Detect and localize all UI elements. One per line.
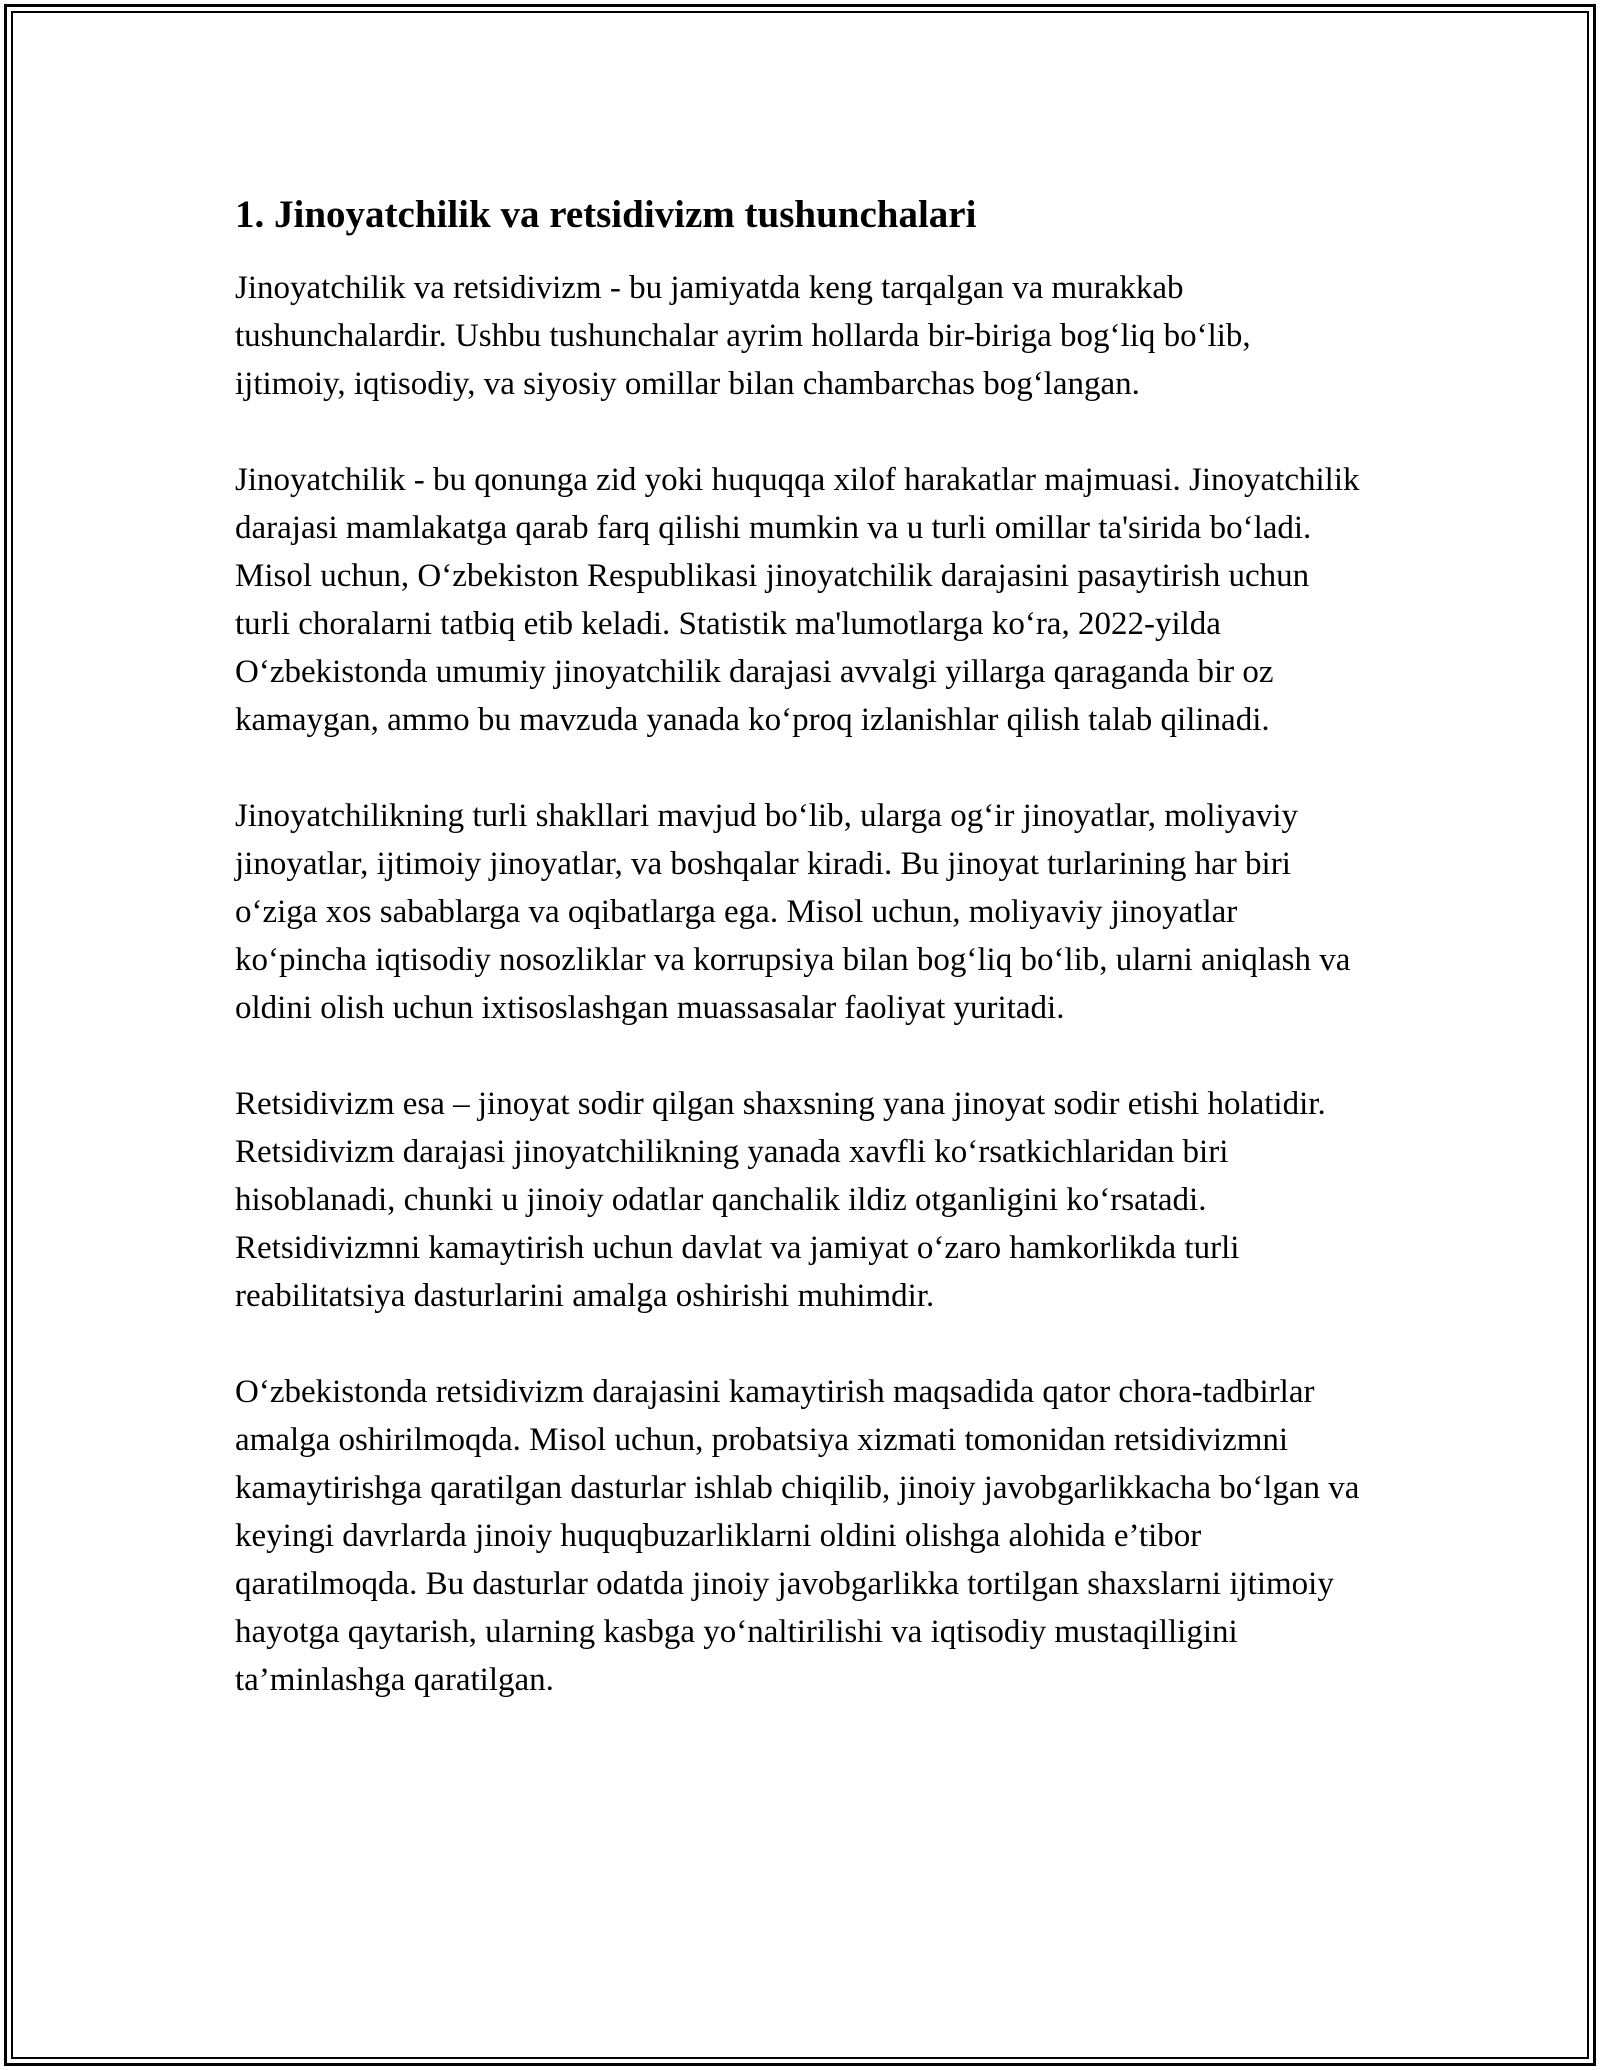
paragraph-4: Retsidivizm esa – jinoyat sodir qilgan shaxsning yana jinoyat sodir etishi holatidir. Retsidivizm darajasi jinoyatchilikning yanada xavfli ko‘rsatkichlaridan biri hisoblanadi, chunki u jinoiy odatlar qanchalik ildiz otganligini ko‘rsatadi. Retsidivizmni kamaytirish uchun davlat va jamiyat o‘zaro hamkorlikda turli reabilitatsiya dasturlarini amalga oshirishi muhimdir. [235, 1086, 1326, 1314]
document-body [235, 188, 1365, 1752]
paragraph-2: Jinoyatchilik - bu qonunga zid yoki huquqqa xilof harakatlar majmuasi. Jinoyatchilik darajasi mamlakatga qarab farq qilishi mumkin va u turli omillar ta'sirida bo‘ladi. Misol uchun, O‘zbekiston Respublikasi jinoyatchilik darajasini pasaytirish uchun turli choralarni tatbiq etib keladi. Statistik ma'lumotlarga ko‘ra, 2022-yilda O‘zbekistonda umumiy jinoyatchilik darajasi avvalgi yillarga qaraganda bir oz kamaygan, ammo bu mavzuda yanada ko‘proq izlanishlar qilish talab qilinadi. [235, 462, 1360, 738]
paragraph-3: Jinoyatchilikning turli shakllari mavjud bo‘lib, ularga og‘ir jinoyatlar, moliyaviy jinoyatlar, ijtimoiy jinoyatlar, va boshqalar kiradi. Bu jinoyat turlarining har biri o‘ziga xos sabablarga va oqibatlarga ega. Misol uchun, moliyaviy jinoyatlar ko‘pincha iqtisodiy nosozliklar va korrupsiya bilan bog‘liq bo‘lib, ularni aniqlash va oldini olish uchun ixtisoslashgan muassasalar faoliyat yuritadi. [235, 798, 1351, 1026]
paragraph-5: O‘zbekistonda retsidivizm darajasini kamaytirish maqsadida qator chora-tadbirlar amalga oshirilmoqda. Misol uchun, probatsiya xizmati tomonidan retsidivizmni kamaytirishga qaratilgan dasturlar ishlab chiqilib, jinoiy javobgarlikkacha bo‘lgan va keyingi davrlarda jinoiy huquqbuzarliklarni oldini olishga alohida e’tibor qaratilmoqda. Bu dasturlar odatda jinoiy javobgarlikka tortilgan shaxslarni ijtimoiy hayotga qaytarish, ularning kasbga yo‘naltirilishi va iqtisodiy mustaqilligini ta’minlashga qaratilgan. [235, 1374, 1360, 1698]
paragraph-1: Jinoyatchilik va retsidivizm - bu jamiyatda keng tarqalgan va murakkab tushunchalardir. Ushbu tushunchalar ayrim hollarda bir-biriga bog‘liq bo‘lib, ijtimoiy, iqtisodiy, va siyosiy omillar bilan chambarchas bog‘langan. [235, 270, 1251, 402]
section-heading: 1. Jinoyatchilik va retsidivizm tushunchalari [235, 193, 977, 236]
